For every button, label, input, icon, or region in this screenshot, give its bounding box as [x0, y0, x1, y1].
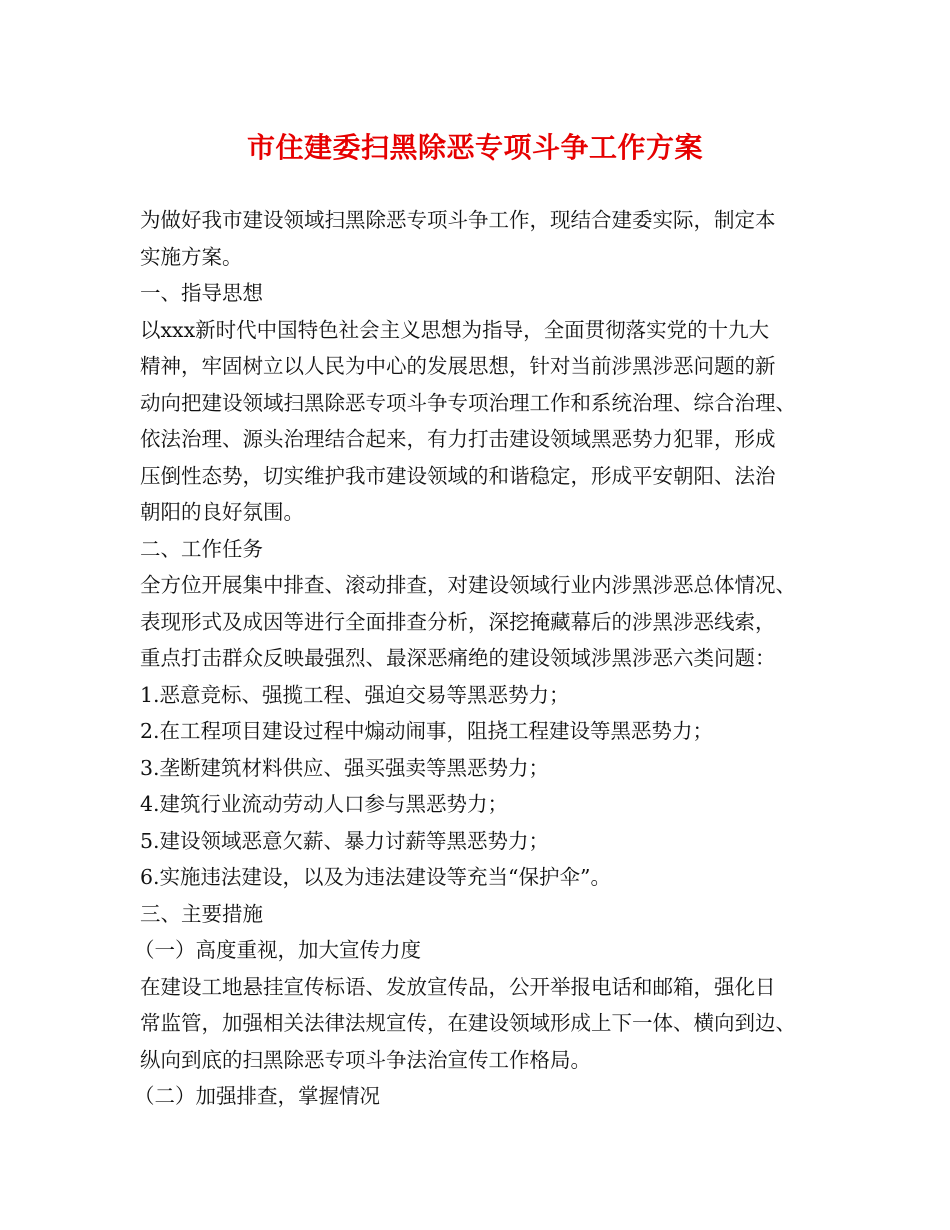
document-title: 市住建委扫黑除恶专项斗争工作方案 — [246, 131, 703, 164]
paragraph-line: 重点打击群众反映最强烈、最深恶痛绝的建设领域涉黑涉恶六类问题： — [140, 646, 776, 670]
list-item: 1.恶意竞标、强揽工程、强迫交易等黑恶势力； — [140, 682, 570, 707]
paragraph-line: 压倒性态势，切实维护我市建设领域的和谐稳定，形成平安朝阳、法治 — [140, 463, 776, 488]
paragraph-line: 依法治理、源头治理结合起来，有力打击建设领域黑恶势力犯罪，形成 — [140, 427, 776, 451]
paragraph-line: 表现形式及成因等进行全面排查分析，深挖掩藏幕后的涉黑涉恶线索， — [140, 609, 776, 634]
list-item: 4.建筑行业流动劳动人口参与黑恶势力； — [140, 792, 509, 816]
paragraph-line: 实施方案。 — [140, 244, 243, 269]
paragraph-line: 全方位开展集中排查、滚动排查，对建设领域行业内涉黑涉恶总体情况、 — [140, 573, 796, 597]
paragraph-line: 为做好我市建设领域扫黑除恶专项斗争工作，现结合建委实际，制定本 — [140, 208, 776, 232]
section-heading: 二、工作任务 — [140, 536, 263, 561]
subsection-heading: （一）高度重视，加大宣传力度 — [134, 938, 421, 962]
paragraph-line: 常监管，加强相关法律法规宣传，在建设领域形成上下一体、横向到边、 — [140, 1011, 796, 1035]
paragraph-line: 朝阳的良好氛围。 — [140, 500, 304, 524]
list-item: 2.在工程项目建设过程中煽动闹事，阻挠工程建设等黑恶势力； — [140, 719, 714, 743]
section-heading: 三、主要措施 — [140, 901, 263, 926]
document-body — [134, 202, 830, 1115]
section-heading: 一、指导思想 — [140, 281, 263, 305]
paragraph-line: 动向把建设领域扫黑除恶专项斗争专项治理工作和系统治理、综合治理、 — [140, 390, 796, 415]
list-item: 5.建设领域恶意欠薪、暴力讨薪等黑恶势力； — [140, 828, 550, 853]
list-item: 6.实施违法建设，以及为违法建设等充当“保护伞”。 — [140, 865, 612, 889]
subsection-heading: （二）加强排查，掌握情况 — [134, 1084, 380, 1108]
paragraph-line: 精神，牢固树立以人民为中心的发展思想，针对当前涉黑涉恶问题的新 — [140, 354, 776, 378]
list-item: 3.垄断建筑材料供应、强买强卖等黑恶势力； — [140, 755, 550, 780]
paragraph-line: 在建设工地悬挂宣传标语、发放宣传品，公开举报电话和邮箱，强化日 — [140, 974, 776, 999]
paragraph-line: 纵向到底的扫黑除恶专项斗争法治宣传工作格局。 — [140, 1047, 591, 1072]
paragraph-line: 以xxx新时代中国特色社会主义思想为指导，全面贯彻落实党的十九大 — [140, 317, 770, 342]
